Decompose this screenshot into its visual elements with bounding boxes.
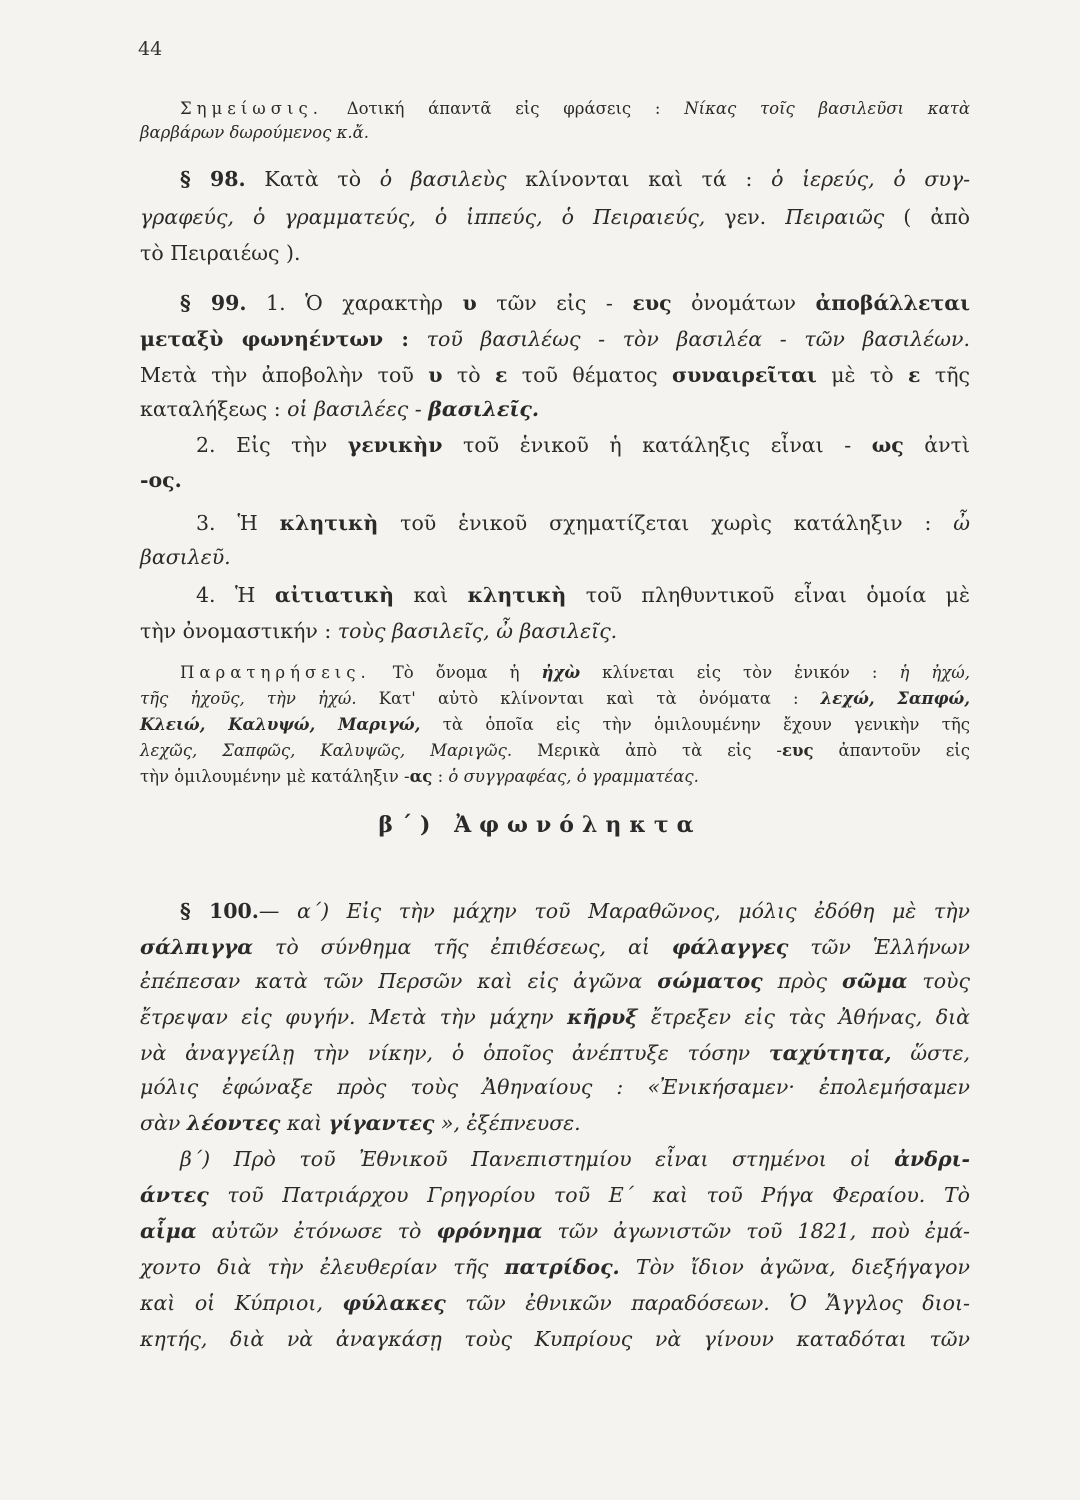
p100-line-12: καὶ οἱ Κύπριοι, φύλακες τῶν ἐθνικῶν παραδόσεων. Ὁ Ἄγγλος διοι- bbox=[140, 1291, 970, 1315]
p100-line-7: σὰν λέοντες καὶ γίγαντες », ἐξέπνευσε. bbox=[140, 1111, 581, 1135]
p100-line-4: ἔτρεψαν εἰς φυγήν. Μετὰ τὴν μάχην κῆρυξ ἔτρεξεν εἰς τὰς Ἀθήνας, διὰ bbox=[140, 1005, 970, 1029]
p100-line-9: άντες τοῦ Πατριάρχου Γρηγορίου τοῦ Ε΄ καὶ τοῦ Ρήγα Φεραίου. Τὸ bbox=[140, 1183, 970, 1207]
obs-line-1: Παρατηρήσεις. Τὸ ὄνομα ἡ ἠχὼ κλίνεται εἰς τὸν ἑνικόν : ἡ ἠχώ, bbox=[180, 663, 970, 682]
p100-line-8: β΄) Πρὸ τοῦ Ἐθνικοῦ Πανεπιστημίου εἶναι στημένοι οἱ ἀνδρι- bbox=[180, 1147, 970, 1171]
p99-line-3: Μετὰ τὴν ἀποβολὴν τοῦ υ τὸ ε τοῦ θέματος συναιρεῖται μὲ τὸ ε τῆς bbox=[140, 363, 970, 387]
note-line-2: βαρβάρων δωρούμενος κ.ἄ. bbox=[140, 123, 370, 142]
page-number: 44 bbox=[138, 38, 163, 60]
obs-line-4: λεχῶς, Σαπφῶς, Καλυψῶς, Μαριγῶς. Μερικὰ ἀπὸ τὰ εἰς -ευς ἀπαντοῦν εἰς bbox=[140, 741, 971, 760]
obs-line-2: τῆς ἠχοῦς, τὴν ἠχώ. Κατ' αὐτὸ κλίνονται καὶ τὰ ὀνόματα : λεχώ, Σαπφώ, bbox=[140, 689, 971, 708]
p98-line-2: γραφεύς, ὁ γραμματεύς, ὁ ἱππεύς, ὁ Πειραιεύς, γεν. Πειραιῶς ( ἀπὸ bbox=[140, 205, 970, 229]
p100-line-10: αἷμα αὐτῶν ἐτόνωσε τὸ φρόνημα τῶν ἀγωνιστῶν τοῦ 1821, ποὺ ἐμά- bbox=[140, 1219, 970, 1243]
p99-line-9: 4. Ἡ αἰτιατικὴ καὶ κλητικὴ τοῦ πληθυντικοῦ εἶναι ὁμοία μὲ bbox=[196, 583, 971, 607]
p99-line-6: -ος. bbox=[140, 468, 182, 492]
p100-line-5: νὰ ἀναγγείλῃ τὴν νίκην, ὁ ὁποῖος ἀνέπτυξε τόσην ταχύτητα, ὥστε, bbox=[140, 1041, 970, 1065]
p98-line-3: τὸ Πειραιέως ). bbox=[140, 241, 301, 265]
p100-line-13: κητής, διὰ νὰ ἀναγκάσῃ τοὺς Κυπρίους νὰ γίνουν καταδόται τῶν bbox=[140, 1327, 970, 1351]
observations-heading: Παρατηρήσεις. bbox=[180, 663, 371, 682]
section-99-number: § 99. bbox=[180, 291, 247, 315]
p99-line-5: 2. Εἰς τὴν γενικὴν τοῦ ἑνικοῦ ἡ κατάληξις εἶναι - ως ἀντὶ bbox=[196, 433, 970, 457]
p98-line-1: § 98. Κατὰ τὸ ὁ βασιλεὺς κλίνονται καὶ τά : ὁ ἱερεύς, ὁ συγ- bbox=[180, 167, 970, 191]
note-heading: Σημείωσις. bbox=[180, 99, 323, 118]
p100-line-11: χοντο διὰ τὴν ἐλευθερίαν τῆς πατρίδος. Τὸν ἴδιον ἀγῶνα, διεξήγαγον bbox=[140, 1255, 970, 1279]
section-title: β΄) Ἀφωνόληκτα bbox=[378, 812, 702, 838]
p100-line-1: § 100.— α΄) Εἰς τὴν μάχην τοῦ Μαραθῶνος, μόλις ἐδόθη μὲ τὴν bbox=[180, 899, 970, 923]
obs-line-3: Κλειώ, Καλυψώ, Μαριγώ, τὰ ὁποῖα εἰς τὴν ὁμιλουμένην ἔχουν γενικὴν τῆς bbox=[140, 715, 970, 734]
p99-line-4: καταλήξεως : οἱ βασιλέες - βασιλεῖς. bbox=[140, 397, 540, 421]
note-line-1: Σημείωσις. Δοτική άπαντᾶ εἰς φράσεις : Νίκας τοῖς βασιλεῦσι κατὰ bbox=[180, 99, 970, 118]
obs-line-5: τὴν ὁμιλουμένην μὲ κατάληξιν -ας : ὁ συγγραφέας, ὁ γραμματέας. bbox=[140, 767, 699, 786]
p99-line-8: βασιλεῦ. bbox=[140, 545, 231, 569]
section-98-number: § 98. bbox=[180, 167, 246, 191]
p99-line-10: τὴν ὀνομαστικήν : τοὺς βασιλεῖς, ὦ βασιλεῖς. bbox=[140, 619, 618, 643]
p99-line-1: § 99. 1. Ὁ χαρακτὴρ υ τῶν εἰς - ευς ὀνομάτων ἀποβάλλεται bbox=[180, 291, 970, 315]
p99-line-7: 3. Ἡ κλητικὴ τοῦ ἑνικοῦ σχηματίζεται χωρὶς κατάληξιν : ὦ bbox=[196, 511, 970, 535]
section-100-number: § 100. bbox=[180, 899, 259, 923]
p99-line-2: μεταξὺ φωνηέντων : τοῦ βασιλέως - τὸν βασιλέα - τῶν βασιλέων. bbox=[140, 327, 970, 351]
p100-line-3: ἐπέπεσαν κατὰ τῶν Περσῶν καὶ εἰς ἀγῶνα σώματος πρὸς σῶμα τοὺς bbox=[140, 969, 970, 993]
p100-line-6: μόλις ἐφώναξε πρὸς τοὺς Ἀθηναίους : «Ἐνικήσαμεν· ἐπολεμήσαμεν bbox=[140, 1075, 970, 1099]
p100-line-2: σάλπιγγα τὸ σύνθημα τῆς ἐπιθέσεως, αἱ φάλαγγες τῶν Ἑλλήνων bbox=[140, 935, 970, 959]
